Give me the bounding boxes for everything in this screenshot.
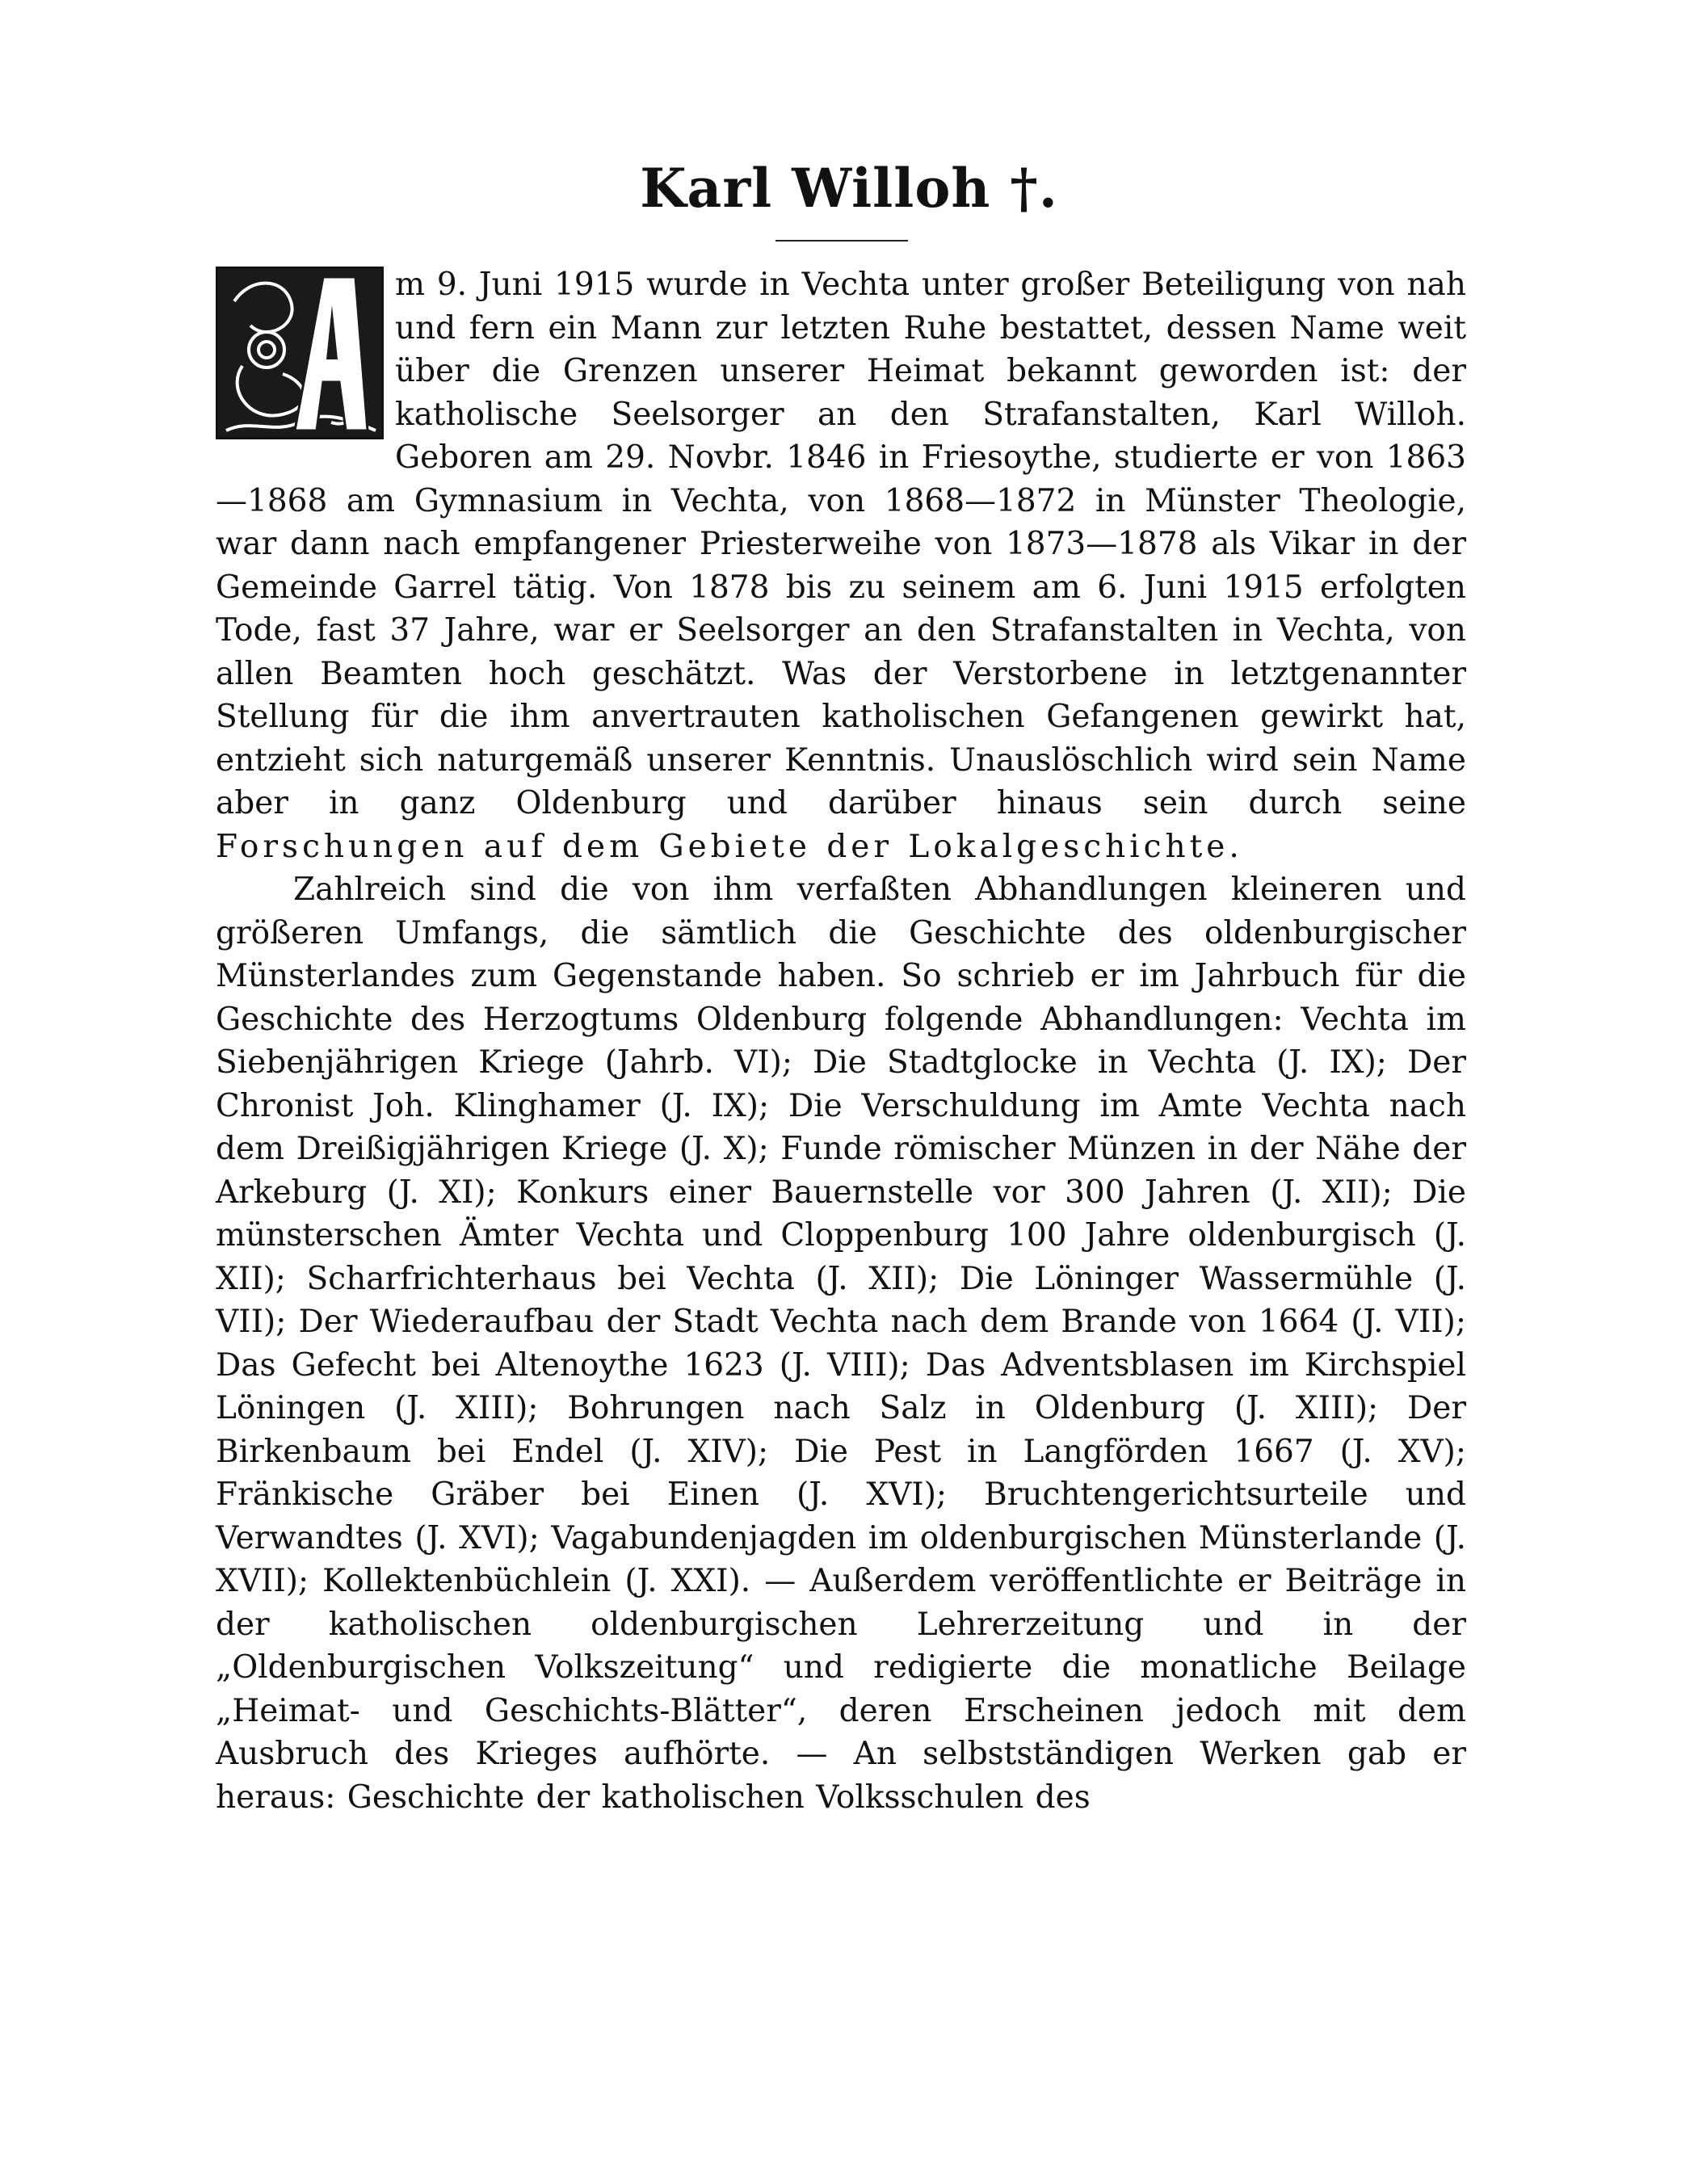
article-body (216, 263, 1466, 1819)
paragraph-2: Zahlreich sind die von ihm verfaßten Abhandlungen kleineren und größeren Umfangs, die sämtlich die Geschichte des oldenburgischer Münsterlandes zum Gegenstande haben. So schrieb er im Jahrbuch für die Geschichte des Herzogtums Oldenburg folgende Abhandlungen: Vechta im Siebenjährigen Kriege (Jahrb. VI); Die Stadtglocke in Vechta (J. IX); Der Chronist Joh. Klinghamer (J. IX); Die Verschuldung im Amte Vechta nach dem Dreißigjährigen Kriege (J. X); Funde römischer Münzen in der Nähe der Arkeburg (J. XI); Konkurs einer Bauernstelle vor 300 Jahren (J. XII); Die münsterschen Ämter Vechta und Cloppenburg 100 Jahre oldenburgisch (J. XII); Scharfrichterhaus bei Vechta (J. XII); Die Löninger Wassermühle (J. VII); Der Wiederaufbau der Stadt Vechta nach dem Brande von 1664 (J. VII); Das Gefecht bei Altenoythe 1623 (J. VIII); Das Adventsblasen im Kirchspiel Löningen (J. XIII); Bohrungen nach Salz in Oldenburg (J. XIII); Der Birkenbaum bei Endel (J. XIV); Die Pest in Langförden 1667 (J. XV); Fränkische Gräber bei Einen (J. XVI); Bruchtengerichtsurteile und Verwandtes (J. XVI); Vagabundenjagden im oldenburgischen Münsterlande (J. XVII); Kollektenbüchlein (J. XXI). — Außerdem veröffentlichte er Beiträge in der katholischen oldenburgischen Lehrerzeitung und in der „Oldenburgischen Volkszeitung“ und redigierte die monatliche Beilage „Heimat- und Geschichts-Blätter“, deren Erscheinen jedoch mit dem Ausbruch des Krieges aufhörte. — An selbstständigen Werken gab er heraus: Geschichte der katholischen Volksschulen des (216, 872, 1466, 1816)
decorated-initial (216, 267, 384, 439)
ornament-initial-icon (218, 269, 381, 437)
paragraph-1-emphasis: Forschungen auf dem Gebiete der Lokalgeschichte. (216, 828, 1243, 865)
page-title: Karl Willoh †. (640, 157, 1058, 220)
paragraph-1-text: m 9. Juni 1915 wurde in Vechta unter großer Beteiligung von nah und fern ein Mann zur letzten Ruhe bestattet, dessen Name weit über die Grenzen unserer Heimat bekannt geworden ist: der katholische Seelsorger an den Strafanstalten, Karl Willoh. Geboren am 29. Novbr. 1846 in Friesoythe, studierte er von 1863—1868 am Gymnasium in Vechta, von 1868—1872 in Münster Theologie, war dann nach empfangener Priesterweihe von 1873—1878 als Vikar in der Gemeinde Garrel tätig. Von 1878 bis zu seinem am 6. Juni 1915 erfolgten Tode, fast 37 Jahre, war er Seelsorger an den Strafanstalten in Vechta, von allen Beamten hoch geschätzt. Was der Verstorbene in letztgenannter Stellung für die ihm anvertrauten katholischen Gefangenen gewirkt hat, entzieht sich naturgemäß unserer Kenntnis. Unauslöschlich wird sein Name aber in ganz Oldenburg und darüber hinaus sein durch seine (216, 267, 1466, 821)
paragraph-1 (216, 263, 1466, 868)
title-divider (775, 240, 908, 242)
